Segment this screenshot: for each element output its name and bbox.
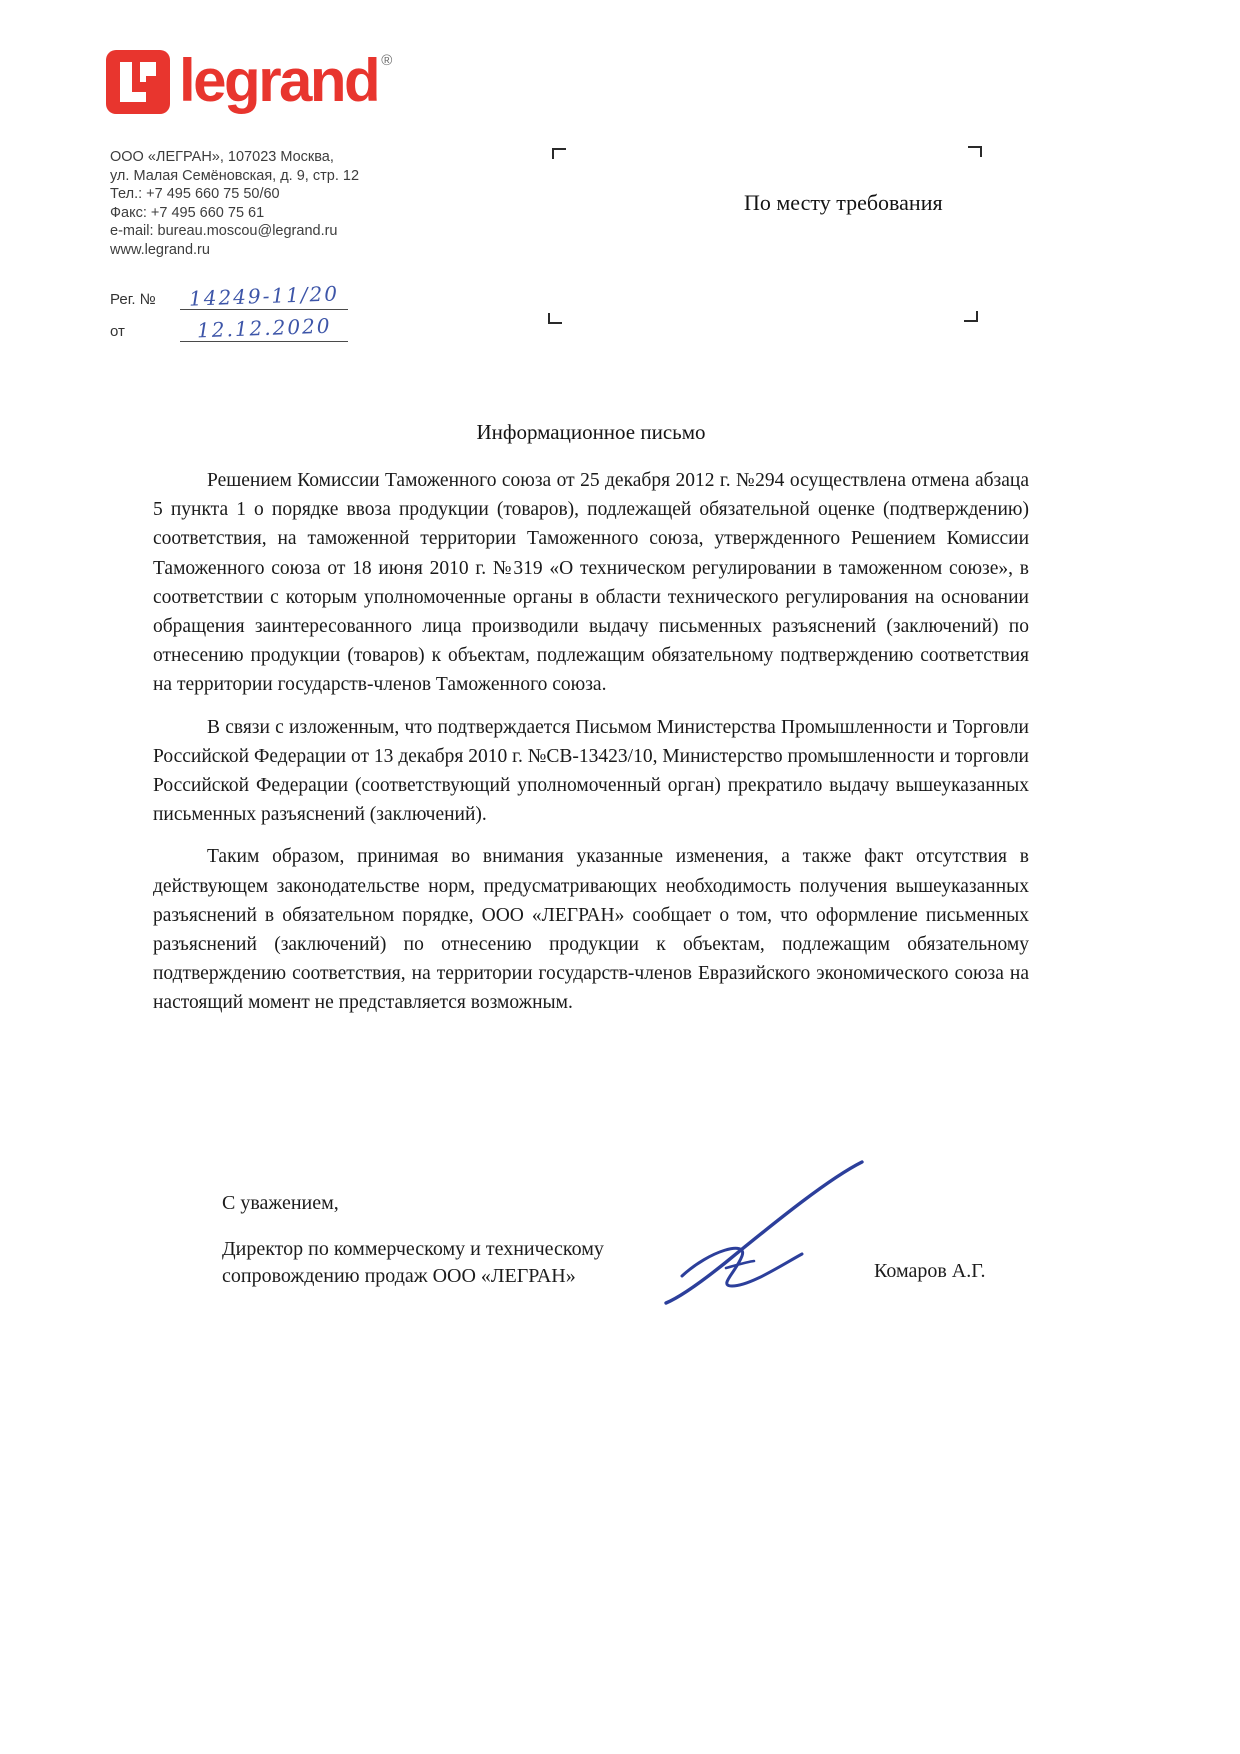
letter-paragraph: В связи с изложенным, что подтверждается Письмом Министерства Промышленности и Торговли Российской Федерации от 13 декабря 2010 г. №СВ-13423/10, Министерство промышленности и торговли Российской Федерации (соответствующий уполномоченный орган) прекратило выдачу вышеуказанных письменных разъяснений (заключений). — [153, 716, 1029, 826]
date-line — [180, 313, 348, 343]
letter-title: Информационное письмо — [476, 420, 706, 444]
date-row — [110, 313, 348, 343]
address-window-corner-mark-top-left — [552, 148, 566, 159]
company-info-line: ул. Малая Семёновская, д. 9, стр. 12 — [110, 167, 360, 184]
company-info-line: ООО «ЛЕГРАН», 107023 Москва, — [110, 149, 334, 165]
address-window-corner-mark-bottom-left — [548, 313, 562, 324]
company-info-line: www.legrand.ru — [110, 241, 210, 258]
letter-body — [153, 466, 1029, 1031]
letter-paragraph: Таким образом, принимая во внимания указанные изменения, а также факт отсутствия в действующем законодательстве норм, предусматривающих необходимость получения вышеуказанных разъяснений в обязательном порядке, ООО «ЛЕГРАН» сообщает о том, что оформление письменных разъяснений (заключений) по отнесению продукции к объектам, подлежащим обязательному подтверждению соответствия, на территории государств-членов Евразийского экономического союза на настоящий момент не представляется возможным. — [153, 846, 1029, 1014]
date-label: от — [110, 323, 125, 340]
signer-name: Комаров А.Г. — [874, 1260, 986, 1282]
signer-title — [222, 1236, 604, 1289]
legrand-logo-icon — [106, 50, 170, 114]
company-info-line: Тел.: +7 495 660 75 50/60 — [110, 186, 280, 202]
address-window-corner-mark-bottom-right — [964, 311, 978, 322]
reg-number-line — [180, 281, 348, 311]
letter-paragraph: Решением Комиссии Таможенного союза от 25 декабря 2012 г. №294 осуществлена отмена абзаца 5 пункта 1 о порядке ввоза продукции (товаров), подлежащей обязательной оценке (подтверждению) соответствия, на таможенной территории Таможенного союза, утвержденного Решением Комиссии Таможенного союза от 18 июня 2010 г. №319 «О техническом регулировании в таможенном союзе», в соответствии с которым уполномоченные органы в области технического регулирования на основании обращения заинтересованного лица производили выдачу письменных разъяснений (заключений) по отнесению продукции (товаров) к объектам, подлежащим обязательному подтверждению соответствия на территории государств-членов Таможенного союза. — [153, 470, 1029, 696]
closing-salutation: С уважением, — [222, 1192, 339, 1214]
reg-number-row — [110, 281, 348, 311]
legrand-logo — [106, 47, 393, 114]
company-info-block — [110, 148, 359, 259]
reg-number-label: Рег. № — [110, 291, 156, 308]
legrand-logo-text: legrand — [179, 47, 379, 114]
signer-title-line: Директор по коммерческому и техническому — [222, 1238, 604, 1260]
registered-trademark-icon: ® — [381, 52, 393, 69]
signer-title-line: сопровождению продаж ООО «ЛЕГРАН» — [222, 1264, 576, 1287]
recipient-text: По месту требования — [744, 190, 943, 215]
handwritten-signature-icon — [630, 1148, 880, 1313]
date-value: 12.12.2020 — [196, 313, 332, 343]
reg-number-value: 14249-11/20 — [188, 281, 340, 311]
address-window-corner-mark-top-right — [968, 146, 982, 157]
company-info-line: e-mail: bureau.moscou@legrand.ru — [110, 223, 338, 239]
company-info-line: Факс: +7 495 660 75 61 — [110, 204, 265, 221]
